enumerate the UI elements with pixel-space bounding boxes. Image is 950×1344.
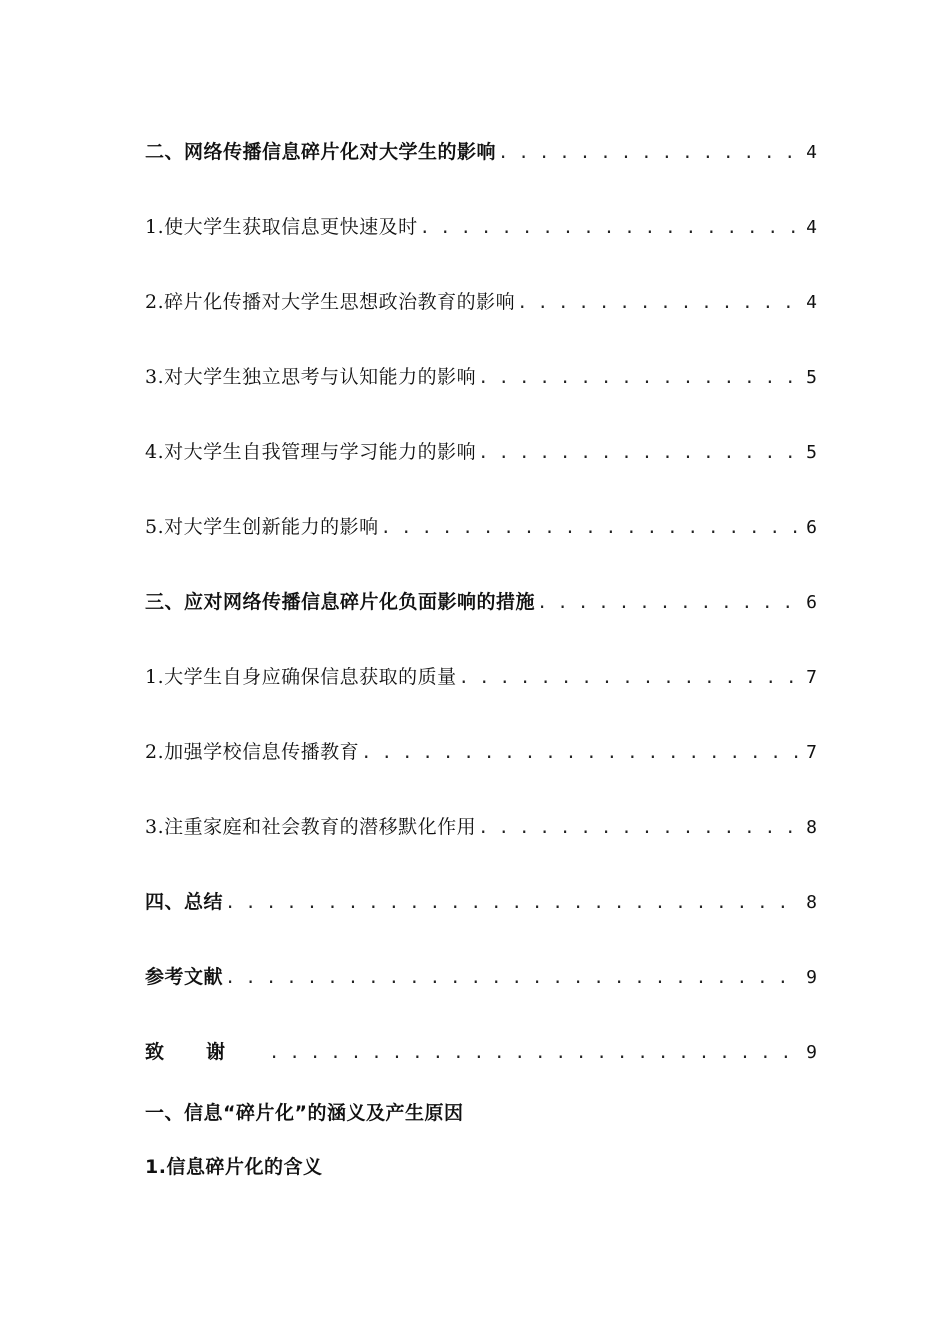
toc-entry[interactable] [145, 1033, 817, 1108]
toc-dot-leader [517, 284, 802, 322]
toc-entry-title: 参考文献 [145, 966, 224, 988]
toc-entry-title: 2.碎片化传播对大学生思想政治教育的影响 [145, 291, 516, 313]
toc-dot-leader [459, 659, 803, 697]
toc-entry-title: 5.对大学生创新能力的影响 [145, 516, 379, 538]
toc-page-number: 9 [806, 1042, 817, 1063]
toc-page-number: 4 [806, 217, 817, 238]
toc-dot-leader [381, 509, 803, 547]
toc-page-number: 8 [806, 817, 817, 838]
toc-dot-leader [498, 134, 802, 172]
toc-entry-title: 2.加强学校信息传播教育 [145, 741, 360, 763]
toc-entry[interactable] [145, 508, 817, 583]
toc-entry[interactable] [145, 658, 817, 733]
toc-page-number: 7 [806, 742, 817, 763]
toc-page-number: 5 [806, 442, 817, 463]
toc-entry-title: 3.注重家庭和社会教育的潜移默化作用 [145, 816, 477, 838]
toc-entry[interactable] [145, 733, 817, 808]
toc-dot-leader [361, 734, 802, 772]
toc-dot-leader [225, 884, 802, 922]
toc-entry[interactable] [145, 433, 817, 508]
toc-dot-leader [478, 434, 802, 472]
toc-entry-title: 1.大学生自身应确保信息获取的质量 [145, 666, 457, 688]
toc-page-number: 9 [806, 967, 817, 988]
toc-entry-title: 三、应对网络传播信息碎片化负面影响的措施 [145, 591, 536, 613]
toc-page-number: 7 [806, 667, 817, 688]
toc-entry[interactable] [145, 208, 817, 283]
toc-entry[interactable] [145, 883, 817, 958]
toc-entry[interactable] [145, 958, 817, 1033]
toc-dot-leader [420, 209, 803, 247]
toc-entry-title: 1.使大学生获取信息更快速及时 [145, 216, 418, 238]
toc-entry[interactable] [145, 283, 817, 358]
toc-entry[interactable] [145, 133, 817, 208]
toc-page-number: 6 [806, 517, 817, 538]
toc-page-number: 6 [806, 592, 817, 613]
toc-entry-title: 致谢 [145, 1041, 268, 1063]
toc-dot-leader [478, 809, 802, 847]
toc-page-number: 8 [806, 892, 817, 913]
toc-entry-title: 3.对大学生独立思考与认知能力的影响 [145, 366, 477, 388]
toc-entry[interactable] [145, 583, 817, 658]
toc-page-number: 4 [806, 292, 817, 313]
toc-entry[interactable] [145, 808, 817, 883]
toc-dot-leader [537, 584, 802, 622]
toc-page-number: 4 [806, 142, 817, 163]
toc-entry[interactable] [145, 358, 817, 433]
toc-page-number: 5 [806, 367, 817, 388]
toc-entry-title: 二、网络传播信息碎片化对大学生的影响 [145, 141, 497, 163]
section-heading: 一、信息“碎片化”的涵义及产生原因 [145, 1102, 464, 1124]
toc-dot-leader [225, 959, 802, 997]
table-of-contents [145, 133, 817, 1108]
subsection-heading: 1.信息碎片化的含义 [145, 1156, 323, 1178]
toc-dot-leader [269, 1034, 802, 1072]
toc-entry-title: 四、总结 [145, 891, 224, 913]
toc-dot-leader [478, 359, 802, 397]
toc-entry-title: 4.对大学生自我管理与学习能力的影响 [145, 441, 477, 463]
